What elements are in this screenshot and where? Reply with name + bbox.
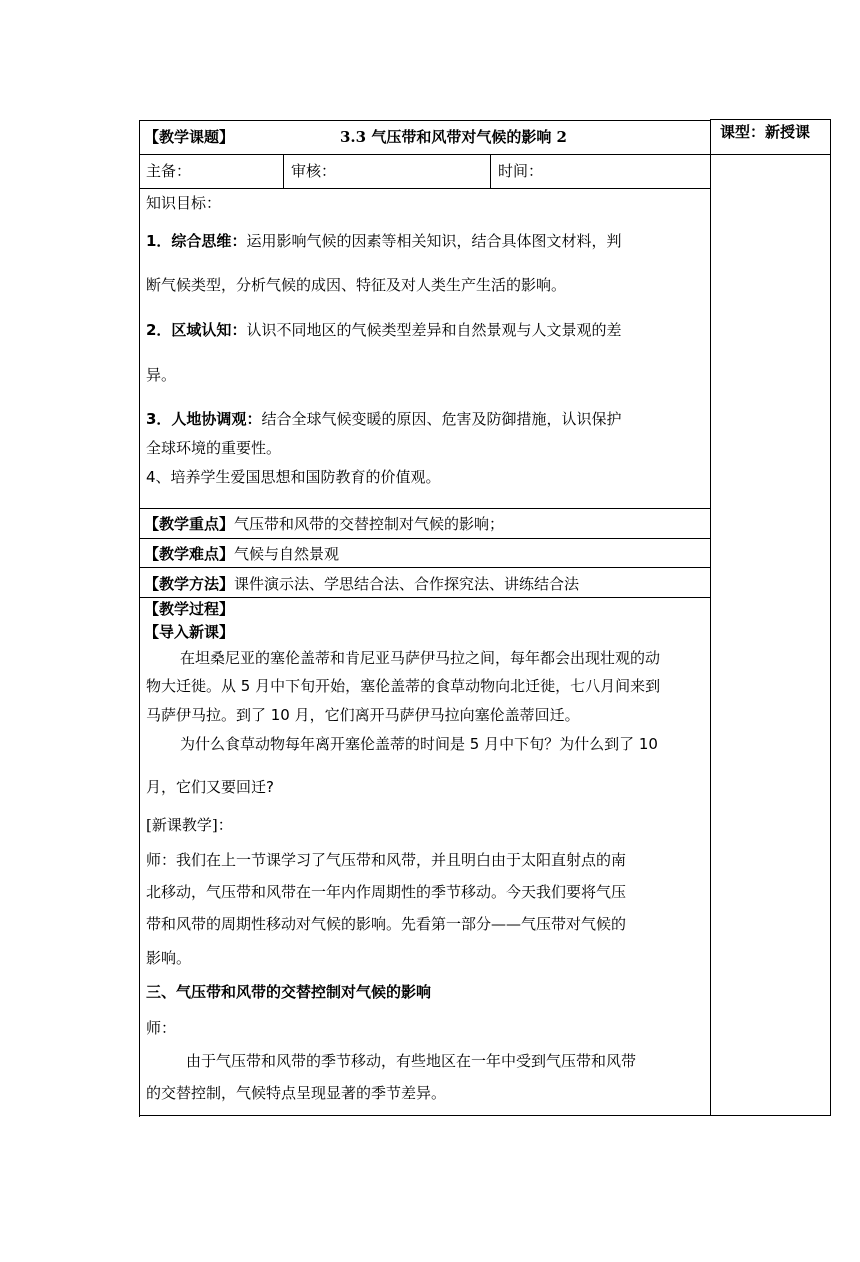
objective-3-line1	[146, 409, 621, 429]
key-points-label: 【教学重点】	[144, 515, 235, 533]
key-points-text: 气压带和风带的交替控制对气候的影响；	[234, 515, 505, 533]
row-line-1	[139, 154, 831, 155]
final-line-1: 由于气压带和风带的季节移动，有些地区在一年中受到气压带和风带	[186, 1052, 637, 1070]
row-line-2	[139, 188, 710, 189]
final-line-2: 的交替控制，气候特点呈现显著的季节差异。	[146, 1084, 447, 1102]
table-border-left	[139, 120, 140, 1117]
objective-1-line1	[146, 231, 621, 251]
course-type: 课型：新授课	[720, 123, 811, 141]
difficulties-label: 【教学难点】	[144, 545, 235, 563]
objective-2-line2: 异。	[146, 366, 177, 384]
objective-3-line2: 全球环境的重要性。	[146, 439, 282, 457]
objective-4: 4、培养学生爱国思想和国防教育的价值观。	[146, 468, 441, 486]
title-label: 【教学课题】	[144, 128, 235, 146]
reviewer-label: 审核：	[291, 162, 337, 180]
intro-line-5: 月，它们又要回迁?	[146, 778, 274, 796]
objective-1-line2: 断气候类型，分析气候的成因、特征及对人类生产生活的影响。	[146, 276, 567, 294]
section-title: 三、气压带和风带的交替控制对气候的影响	[146, 983, 432, 1001]
table-border-top-left	[139, 120, 710, 121]
intro-label: 【导入新课】	[144, 623, 235, 641]
teacher-line-1: 师：我们在上一节课学习了气压带和风带，并且明白由于太阳直射点的南	[146, 851, 627, 869]
row-line-6	[139, 597, 710, 598]
preparer-label: 主备：	[146, 162, 192, 180]
objective-2-line1	[146, 320, 621, 340]
intro-line-3: 马萨伊马拉。到了 10 月，它们离开马萨伊马拉向塞伦盖蒂回迁。	[146, 706, 580, 724]
teacher-line-4: 影响。	[146, 949, 192, 967]
intro-line-1: 在坦桑尼亚的塞伦盖蒂和肯尼亚马萨伊马拉之间，每年都会出现壮观的动	[180, 649, 661, 667]
objective-1-text: 运用影响气候的因素等相关知识，结合具体图文材料，判	[246, 232, 622, 250]
intro-line-4: 为什么食草动物每年离开塞伦盖蒂的时间是 5 月中下旬？为什么到了 10	[180, 735, 658, 753]
methods-text: 课件演示法、学思结合法、合作探究法、讲练结合法	[234, 575, 580, 593]
methods-row	[144, 574, 579, 594]
objective-2-lead: 2．区域认知：	[146, 321, 247, 339]
row-line-3	[139, 508, 710, 509]
meta-divider-1	[283, 154, 284, 189]
lesson-title: 3.3 气压带和风带对气候的影响 2	[340, 128, 567, 146]
row-line-4	[139, 538, 710, 539]
new-lesson-label: [新课教学]：	[146, 816, 233, 834]
teacher-label: 师：	[146, 1019, 177, 1037]
teacher-line-3: 带和风带的周期性移动对气候的影响。先看第一部分——气压带对气候的	[146, 915, 627, 933]
objectives-heading: 知识目标：	[146, 194, 222, 212]
key-points-row	[144, 514, 504, 534]
row-line-5	[139, 567, 710, 568]
table-divider-main	[710, 119, 711, 1116]
objective-1-lead: 1．综合思维：	[146, 232, 247, 250]
difficulties-row	[144, 544, 339, 564]
time-label: 时间：	[498, 162, 544, 180]
meta-divider-2	[490, 154, 491, 189]
objective-3-lead: 3．人地协调观：	[146, 410, 262, 428]
objective-2-text: 认识不同地区的气候类型差异和自然景观与人文景观的差	[246, 321, 622, 339]
intro-line-2: 物大迁徙。从 5 月中下旬开始，塞伦盖蒂的食草动物向北迁徙，七八月间来到	[146, 677, 661, 695]
table-border-bottom	[139, 1115, 831, 1116]
table-border-right	[830, 119, 831, 1116]
difficulties-text: 气候与自然景观	[234, 545, 340, 563]
process-label: 【教学过程】	[144, 600, 235, 618]
teacher-line-2: 北移动，气压带和风带在一年内作周期性的季节移动。今天我们要将气压	[146, 883, 627, 901]
objective-3-text: 结合全球气候变暖的原因、危害及防御措施，认识保护	[261, 410, 622, 428]
table-border-top-right	[710, 119, 831, 120]
methods-label: 【教学方法】	[144, 575, 235, 593]
